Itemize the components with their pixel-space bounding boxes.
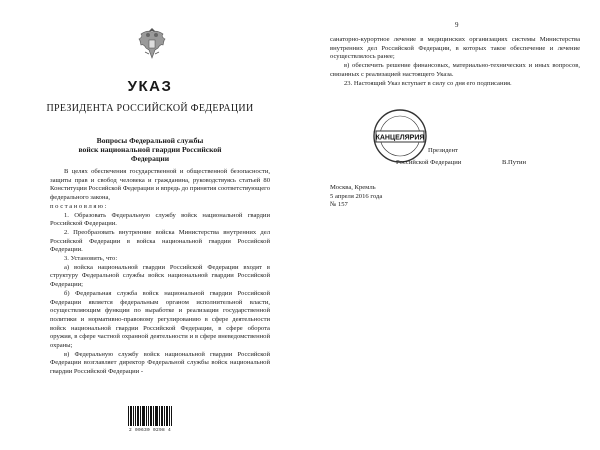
decree-heading-line-1: Вопросы Федеральной службы — [96, 136, 204, 145]
stamp-text: КАНЦЕЛЯРИЯ — [375, 134, 425, 142]
signature-title-line-1: Президент — [428, 147, 458, 154]
document-title: УКАЗ — [127, 78, 173, 95]
decree-body — [50, 168, 270, 377]
signing-date: 5 апреля 2016 года — [330, 192, 383, 200]
item-2: 2. Преобразовать внутренние войска Министерства внутренних дел Российской Федерации в войска национальной гвардии Российской Федерации. — [50, 228, 270, 254]
page-number: 9 — [455, 21, 459, 29]
paragraph-23: 23. Настоящий Указ вступает в силу со дня его подписания. — [344, 79, 512, 87]
paragraph-v: в) обеспечить решение финансовых, материально-технических и иных вопросов, связанных с реализацией настоящего Указа. — [330, 62, 580, 78]
signing-place-block — [330, 184, 382, 210]
decree-number: № 157 — [330, 201, 348, 209]
barcode-icon — [128, 406, 172, 426]
preamble-paragraph: В целях обеспечения государственной и общественной безопасности, защиты прав и свобод человека и гражданина, руководствуясь статьей 80 Конституции Российской Федерации и впредь до принятия соответствующего федерального закона, — [50, 168, 270, 202]
item-3c: в) Федеральную службу войск национальной гвардии Российской Федерации возглавляет директор Федеральной службы войск национальной гвардии Российской Федерации - — [50, 350, 270, 376]
document-subtitle: ПРЕЗИДЕНТА РОССИЙСКОЙ ФЕДЕРАЦИИ — [46, 103, 254, 114]
signature-title-line-2: Российской Федерации — [396, 159, 462, 166]
item-3b: б) Федеральная служба войск национальной гвардии Российской Федерации является федеральным органом исполнительной власти, осуществляющим функции по выработке и реализации государственной политики и нормативно-правовому регулированию в сфере деятельности войск национальной гвардии Российской Федерации, в сфере оборота оружия, в сфере частной охранной деятельности и в сфере вневедомственной охраны; — [50, 289, 270, 350]
coat-of-arms-icon — [137, 28, 167, 62]
signing-place: Москва, Кремль — [330, 184, 376, 191]
item-1: 1. Образовать Федеральную службу войск национальной гвардии Российской Федерации. — [50, 211, 270, 228]
signer-name: В.Путин — [502, 159, 527, 166]
item-3a: а) войска национальной гвардии Российской Федерации входят в структуру Федеральной службы войск национальной гвардии Российской Федерации; — [50, 263, 270, 289]
paragraph-continued: санаторно-курортное лечение в медицинских организациях системы Министерства внутренних дел Российской Федерации, в которых такое обеспечение и лечение осуществлялось ранее; — [330, 36, 580, 61]
decree-word: постановляю: — [50, 202, 108, 210]
item-3: 3. Установить, что: — [64, 255, 118, 263]
barcode-number: 2 00630 0298 4 — [128, 428, 171, 433]
office-stamp-icon — [372, 108, 428, 164]
document-page-right — [300, 0, 600, 450]
decree-heading-line-2: войск национальной гвардии Российской Федерации — [78, 145, 222, 163]
right-page-body — [330, 36, 580, 88]
